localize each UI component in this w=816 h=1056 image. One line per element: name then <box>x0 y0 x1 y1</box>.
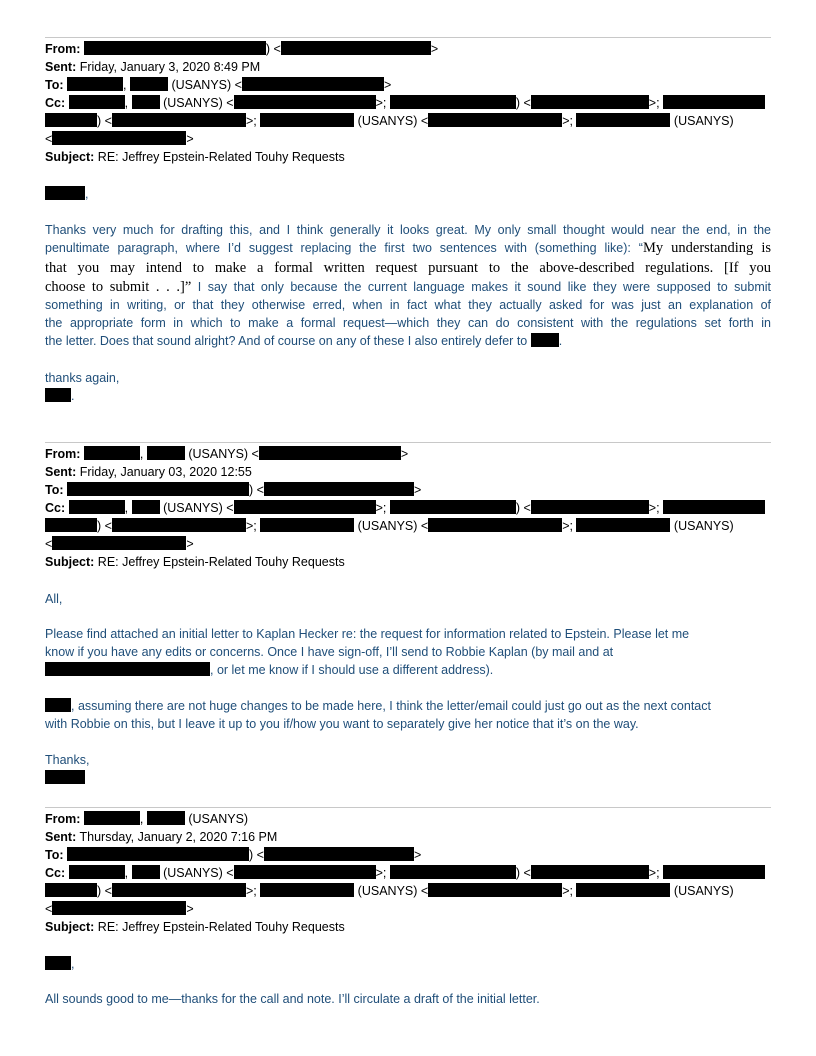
org-tag: (USANYS) <box>673 114 734 128</box>
redaction <box>663 95 765 109</box>
cc-line-cont: ) < >; (USANYS) < >; (USANYS) <box>45 112 734 130</box>
redaction <box>531 865 649 879</box>
closing: Thanks, <box>45 753 90 767</box>
subject-line <box>45 918 345 936</box>
redaction <box>531 500 649 514</box>
redaction <box>260 113 354 127</box>
subject-text: RE: Jeffrey Epstein-Related Touhy Requests <box>97 555 345 569</box>
redaction <box>281 41 431 55</box>
closing: thanks again, <box>45 371 120 385</box>
org-tag: (USANYS) <box>171 78 232 92</box>
redaction <box>264 482 414 496</box>
redaction <box>45 186 85 200</box>
org-tag: (USANYS) <box>673 519 734 533</box>
redaction <box>264 847 414 861</box>
body-text-span: I say that only because the current language makes it sound like they were supposed to submit <box>191 280 771 294</box>
redaction <box>132 95 160 109</box>
redaction <box>45 388 71 402</box>
body-text <box>45 239 771 257</box>
from-line: From: ) < > <box>45 42 439 56</box>
redaction <box>259 446 401 460</box>
body-text <box>45 314 771 332</box>
email-separator <box>45 442 771 443</box>
cc-label: Cc: <box>45 96 66 110</box>
body-text-span: , assuming there are not huge changes to be made here, I think the letter/email could just go out as the next contact <box>71 699 711 713</box>
cc-line: Cc: , (USANYS) < >; ) < >; <box>45 499 765 517</box>
body-text-span: Thanks very much for drafting this, and I think generally it looks great. My only small thought would near the end, in the <box>45 223 771 237</box>
redaction <box>390 500 516 514</box>
email-separator <box>45 37 771 38</box>
subject-label: Subject: <box>45 555 95 569</box>
from-label: From: <box>45 42 81 56</box>
redaction <box>242 77 384 91</box>
redaction <box>45 698 71 712</box>
redaction <box>576 113 670 127</box>
redaction <box>45 662 210 676</box>
subject-label: Subject: <box>45 920 95 934</box>
redaction <box>428 518 562 532</box>
body-text: the letter. Does that sound alright? And of course on any of these I also entirely defer to . <box>45 334 563 348</box>
from-line: From: , (USANYS) < > <box>45 447 409 461</box>
redaction <box>84 41 266 55</box>
body-text-span: the letter. Does that sound alright? And of course on any of these I also entirely defer to <box>45 334 528 348</box>
redaction <box>576 883 670 897</box>
org-tag: (USANYS) <box>163 96 223 110</box>
to-line: To: ) < > <box>45 483 422 497</box>
sent-label: Sent: <box>45 830 77 844</box>
redaction <box>84 811 140 825</box>
cc-label: Cc: <box>45 501 66 515</box>
sent-label: Sent: <box>45 60 77 74</box>
signature: . <box>45 387 74 405</box>
org-tag: (USANYS) <box>357 114 418 128</box>
quoted-text: My understanding is <box>642 240 771 256</box>
body-text: know if you have any edits or concerns. Once I have sign-off, I’ll send to Robbie Kaplan (by mail and at <box>45 645 614 659</box>
to-label: To: <box>45 78 64 92</box>
greeting: , <box>45 955 74 973</box>
redaction <box>234 865 376 879</box>
redaction <box>67 482 249 496</box>
redaction <box>45 113 97 127</box>
org-tag: (USANYS) <box>188 447 249 461</box>
body-text-span: penultimate paragraph, where I’d suggest replacing the first two sentences with (something like): “ <box>45 241 643 255</box>
redaction <box>69 500 125 514</box>
body-text <box>45 697 711 715</box>
subject-line <box>45 148 345 166</box>
from-line: From: , (USANYS) <box>45 812 249 826</box>
redaction <box>67 847 249 861</box>
cc-line-cont: ) < >; (USANYS) < >; (USANYS) <box>45 517 734 535</box>
redaction <box>234 500 376 514</box>
body-text-span: , or let me know if I should use a different address). <box>210 663 494 677</box>
org-tag: (USANYS) <box>357 519 418 533</box>
redaction <box>234 95 376 109</box>
quoted-text: choose to submit . . .]” <box>45 279 192 295</box>
email-separator <box>45 807 771 808</box>
body-text <box>45 296 771 314</box>
redaction <box>428 113 562 127</box>
body-text: All sounds good to me—thanks for the call and note. I’ll circulate a draft of the initial letter. <box>45 992 540 1006</box>
cc-line-cont: < > <box>45 132 194 146</box>
cc-label: Cc: <box>45 866 66 880</box>
redaction <box>147 446 185 460</box>
redaction <box>52 536 186 550</box>
sent-date: Friday, January 3, 2020 8:49 PM <box>79 60 261 74</box>
sent-line <box>45 828 277 846</box>
redaction <box>390 95 516 109</box>
from-label: From: <box>45 812 81 826</box>
from-label: From: <box>45 447 81 461</box>
signature <box>45 769 85 787</box>
cc-line-cont: < > <box>45 902 194 916</box>
body-text <box>45 278 771 296</box>
org-tag: (USANYS) <box>163 866 223 880</box>
org-tag: (USANYS) <box>673 884 734 898</box>
subject-label: Subject: <box>45 150 95 164</box>
sent-label: Sent: <box>45 465 77 479</box>
subject-text: RE: Jeffrey Epstein-Related Touhy Requests <box>97 150 345 164</box>
redaction <box>45 883 97 897</box>
subject-text: RE: Jeffrey Epstein-Related Touhy Requests <box>97 920 345 934</box>
greeting: , <box>45 185 88 203</box>
body-text-span: something in writing, or that they otherwise erred, when in fact what they actually asked for was just an explanation of <box>45 298 771 312</box>
redaction <box>663 500 765 514</box>
cc-line: Cc: , (USANYS) < >; ) < >; <box>45 94 765 112</box>
redaction <box>428 883 562 897</box>
sent-line <box>45 58 260 76</box>
body-text-span: the appropriate form in which to make a formal request—which they can do consistent with the regulations set forth in <box>45 316 771 330</box>
redaction <box>45 518 97 532</box>
redaction <box>663 865 765 879</box>
greeting: All, <box>45 592 63 606</box>
redaction <box>147 811 185 825</box>
redaction <box>69 95 125 109</box>
redaction <box>390 865 516 879</box>
to-line: To: ) < > <box>45 848 422 862</box>
redaction <box>45 956 71 970</box>
redaction <box>531 95 649 109</box>
sent-date: Thursday, January 2, 2020 7:16 PM <box>79 830 278 844</box>
body-text: with Robbie on this, but I leave it up to you if/how you want to separately give her notice that it’s on the way. <box>45 717 639 731</box>
redaction <box>112 883 246 897</box>
org-tag: (USANYS) <box>188 812 249 826</box>
redaction <box>112 113 246 127</box>
cc-line-cont: ) < >; (USANYS) < >; (USANYS) <box>45 882 734 900</box>
redaction <box>130 77 168 91</box>
subject-line <box>45 553 345 571</box>
redaction <box>52 131 186 145</box>
redaction <box>576 518 670 532</box>
sent-line <box>45 463 252 481</box>
org-tag: (USANYS) <box>163 501 223 515</box>
redaction <box>132 500 160 514</box>
sent-date: Friday, January 03, 2020 12:55 <box>79 465 252 479</box>
redaction <box>84 446 140 460</box>
redaction <box>52 901 186 915</box>
redaction <box>45 770 85 784</box>
quoted-text: that you may intend to make a formal written request pursuant to the above-described regulations. [If you <box>45 260 771 276</box>
org-tag: (USANYS) <box>357 884 418 898</box>
redaction <box>531 333 559 347</box>
body-text <box>45 259 771 277</box>
cc-line: Cc: , (USANYS) < >; ) < >; <box>45 864 765 882</box>
cc-line-cont: < > <box>45 537 194 551</box>
redaction <box>260 883 354 897</box>
redaction <box>67 77 123 91</box>
redaction <box>69 865 125 879</box>
body-text <box>45 661 493 679</box>
to-label: To: <box>45 483 64 497</box>
redaction <box>132 865 160 879</box>
body-text: Please find attached an initial letter to Kaplan Hecker re: the request for information related to Epstein. Please let me <box>45 627 690 641</box>
body-text <box>45 221 771 239</box>
redaction <box>112 518 246 532</box>
redaction <box>260 518 354 532</box>
to-line: To: , (USANYS) < > <box>45 78 392 92</box>
to-label: To: <box>45 848 64 862</box>
